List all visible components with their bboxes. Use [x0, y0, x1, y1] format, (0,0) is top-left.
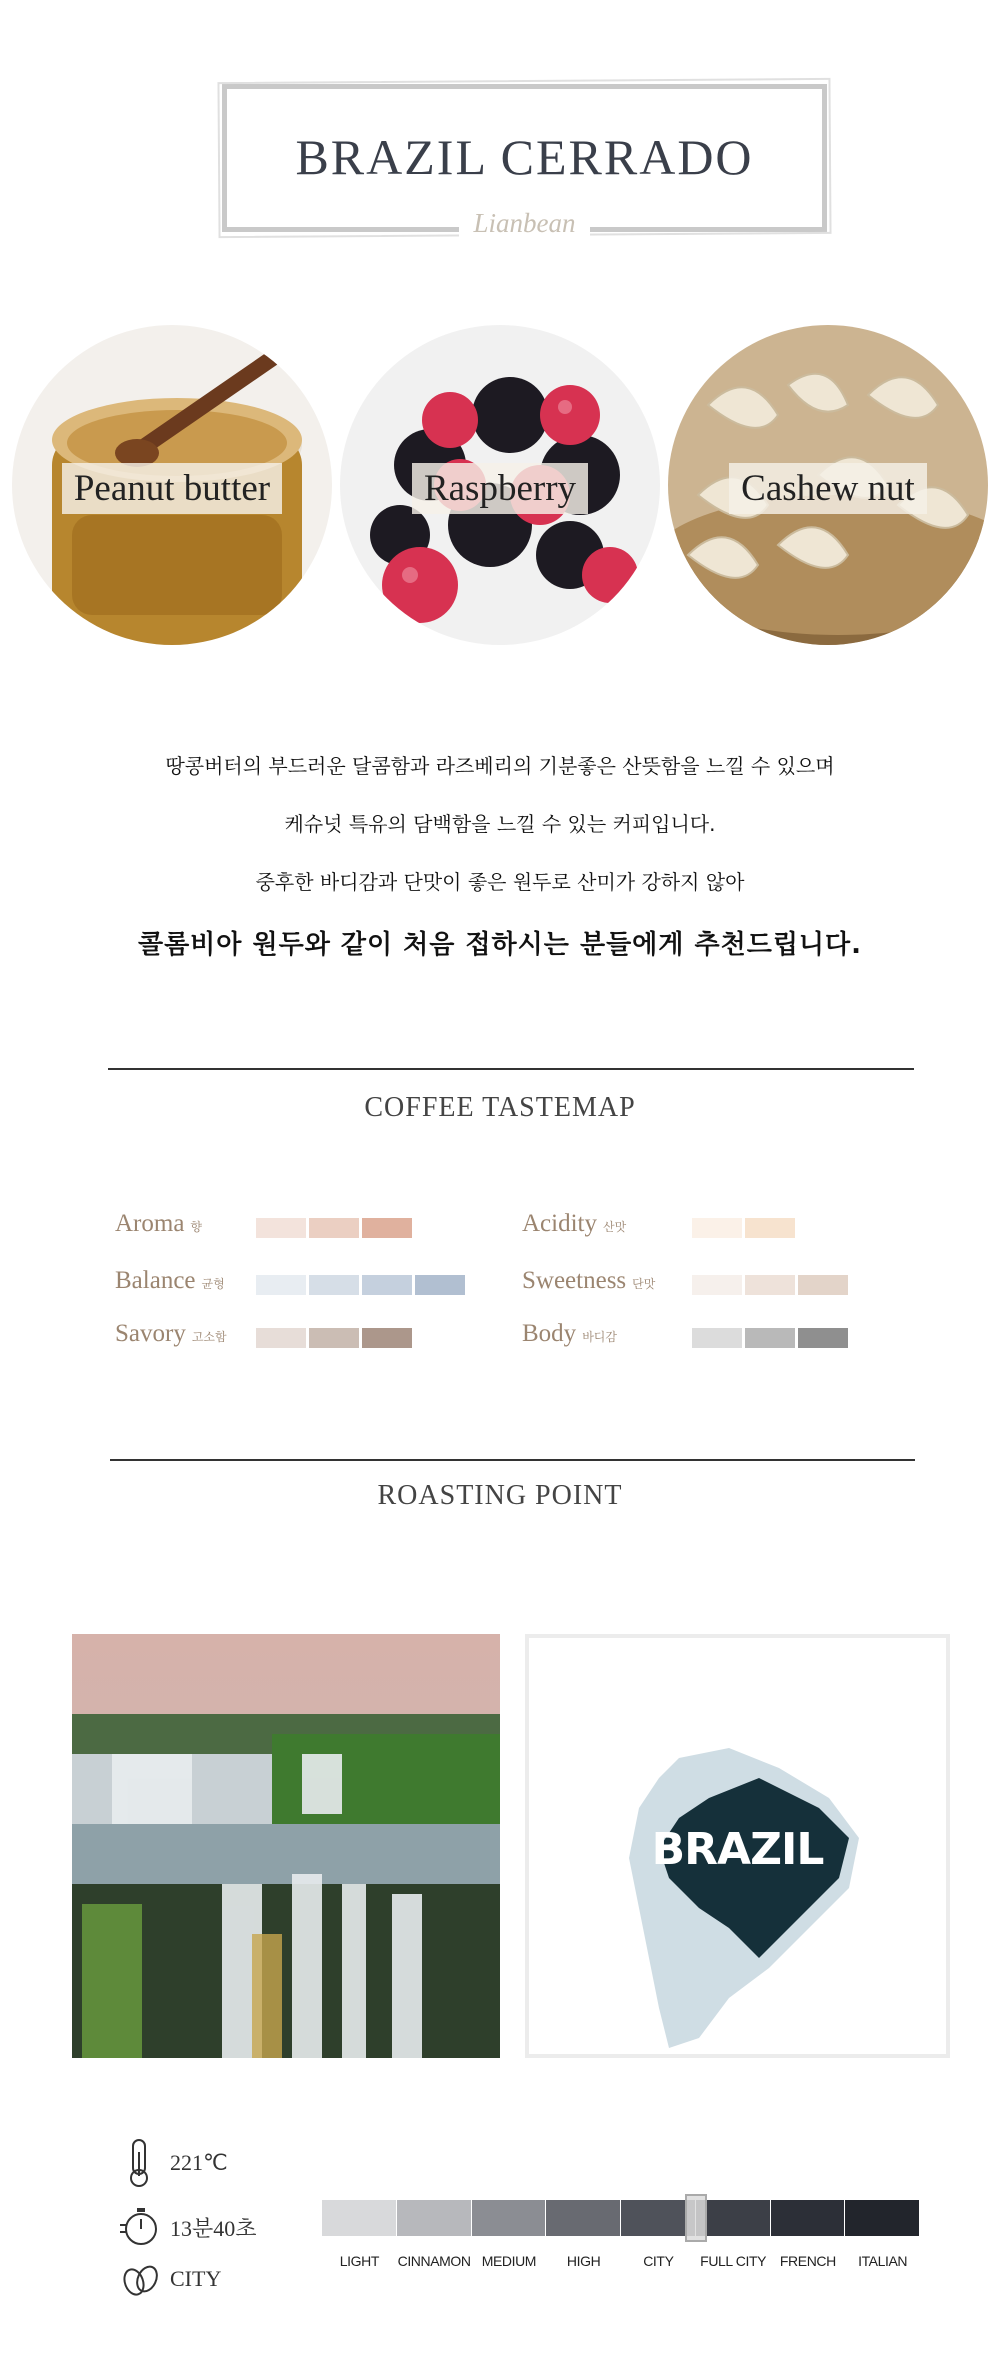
- brazil-map-panel: [525, 1634, 950, 2058]
- flavor-image-raspberry: [340, 325, 660, 645]
- stopwatch-icon: [118, 2205, 160, 2247]
- tastemap-bar-segment: [256, 1275, 306, 1295]
- scale-label-full-city: FULL CITY: [700, 2253, 767, 2269]
- scale-segment-city: [621, 2200, 695, 2236]
- scale-label-italian: ITALIAN: [858, 2253, 908, 2269]
- tastemap-bar-segment: [692, 1328, 742, 1348]
- flavor-image-peanut-butter: [12, 325, 332, 645]
- map-label: BRAZIL: [651, 1824, 824, 1875]
- tastemap-bar-segment: [415, 1275, 465, 1295]
- scale-label-light: LIGHT: [339, 2253, 379, 2269]
- roast-level: CITY: [170, 2266, 222, 2291]
- page-title: BRAZIL CERRADO: [295, 129, 754, 185]
- roasting-scale: [322, 2200, 920, 2236]
- tastemap-bar-savory: [256, 1328, 415, 1348]
- tastemap-bar-aroma: [256, 1218, 415, 1238]
- scale-label-high: HIGH: [566, 2253, 601, 2269]
- scale-segment-italian: [845, 2200, 919, 2236]
- tastemap-bar-segment: [798, 1275, 848, 1295]
- tastemap-bar-segment: [362, 1328, 412, 1348]
- tastemap-label-body: Body 바디감: [522, 1320, 617, 1347]
- tastemap-bar-segment: [745, 1218, 795, 1238]
- tastemap-bar-segment: [309, 1218, 359, 1238]
- description-line-3: 중후한 바디감과 단맛이 좋은 원두로 산미가 강하지 않아: [255, 870, 745, 894]
- scale-label-medium: MEDIUM: [481, 2253, 537, 2269]
- scale-label-city: CITY: [643, 2253, 674, 2269]
- tastemap-heading: COFFEE TASTEMAP: [364, 1092, 636, 1123]
- scale-segment-high: [546, 2200, 620, 2236]
- roast-temperature: 221℃: [170, 2150, 228, 2175]
- tastemap-label-savory: Savory 고소함: [115, 1320, 227, 1347]
- description-line-2: 케슈넛 특유의 담백함을 느낄 수 있는 커피입니다.: [284, 812, 716, 836]
- tastemap-bar-segment: [798, 1328, 848, 1348]
- scale-segment-cinnamon: [397, 2200, 471, 2236]
- divider: [108, 1068, 914, 1070]
- tastemap-bar-segment: [692, 1275, 742, 1295]
- tastemap-bar-segment: [362, 1275, 412, 1295]
- roast-time: 13분40초: [170, 2216, 257, 2241]
- thermometer-icon: [122, 2138, 156, 2188]
- flavor-label-peanut-butter: Peanut butter: [62, 463, 282, 514]
- tastemap-label-ko: 산맛: [603, 1220, 627, 1234]
- scale-segment-medium: [472, 2200, 546, 2236]
- tastemap-bar-acidity: [692, 1218, 798, 1238]
- flavor-image-cashew-nut: [668, 325, 988, 645]
- description-line-1: 땅콩버터의 부드러운 달콤함과 라즈베리의 기분좋은 산뜻함을 느낄 수 있으며: [165, 754, 835, 778]
- scale-label-cinnamon: CINNAMON: [397, 2253, 471, 2269]
- roast-point-marker: [685, 2194, 707, 2242]
- tastemap-label-sweetness: Sweetness 단맛: [522, 1267, 656, 1294]
- waterfall-photo: [72, 1634, 500, 2058]
- tastemap-bar-segment: [256, 1218, 306, 1238]
- tastemap-bar-segment: [309, 1328, 359, 1348]
- tastemap-bar-segment: [745, 1275, 795, 1295]
- scale-label-french: FRENCH: [779, 2253, 836, 2269]
- tastemap-label-ko: 단맛: [632, 1277, 656, 1291]
- tastemap-bar-segment: [256, 1328, 306, 1348]
- tastemap-bar-balance: [256, 1275, 468, 1295]
- tastemap-bar-segment: [692, 1218, 742, 1238]
- tastemap-label-ko: 고소함: [191, 1330, 227, 1344]
- tastemap-bar-segment: [745, 1328, 795, 1348]
- tastemap-label-ko: 향: [190, 1220, 203, 1234]
- tastemap-label-acidity: Acidity 산맛: [522, 1210, 627, 1237]
- roasting-heading: ROASTING POINT: [377, 1480, 623, 1511]
- tastemap-bar-segment: [362, 1218, 412, 1238]
- tastemap-bar-body: [692, 1328, 851, 1348]
- scale-segment-french: [771, 2200, 845, 2236]
- flavor-label-raspberry: Raspberry: [412, 463, 588, 514]
- tastemap-bar-segment: [309, 1275, 359, 1295]
- tastemap-label-balance: Balance 균형: [115, 1267, 225, 1294]
- scale-segment-light: [322, 2200, 396, 2236]
- coffee-bean-icon: [120, 2262, 160, 2300]
- description-line-4: 콜롬비아 원두와 같이 처음 접하시는 분들에게 추천드립니다.: [137, 930, 863, 960]
- divider: [110, 1459, 915, 1461]
- tastemap-bar-sweetness: [692, 1275, 851, 1295]
- tastemap-label-ko: 균형: [201, 1277, 225, 1291]
- scale-segment-full-city: [696, 2200, 770, 2236]
- tastemap-label-aroma: Aroma 향: [115, 1210, 203, 1237]
- tastemap-label-ko: 바디감: [582, 1330, 617, 1344]
- brand-signature: Lianbean: [222, 208, 827, 239]
- flavor-label-cashew-nut: Cashew nut: [729, 463, 927, 514]
